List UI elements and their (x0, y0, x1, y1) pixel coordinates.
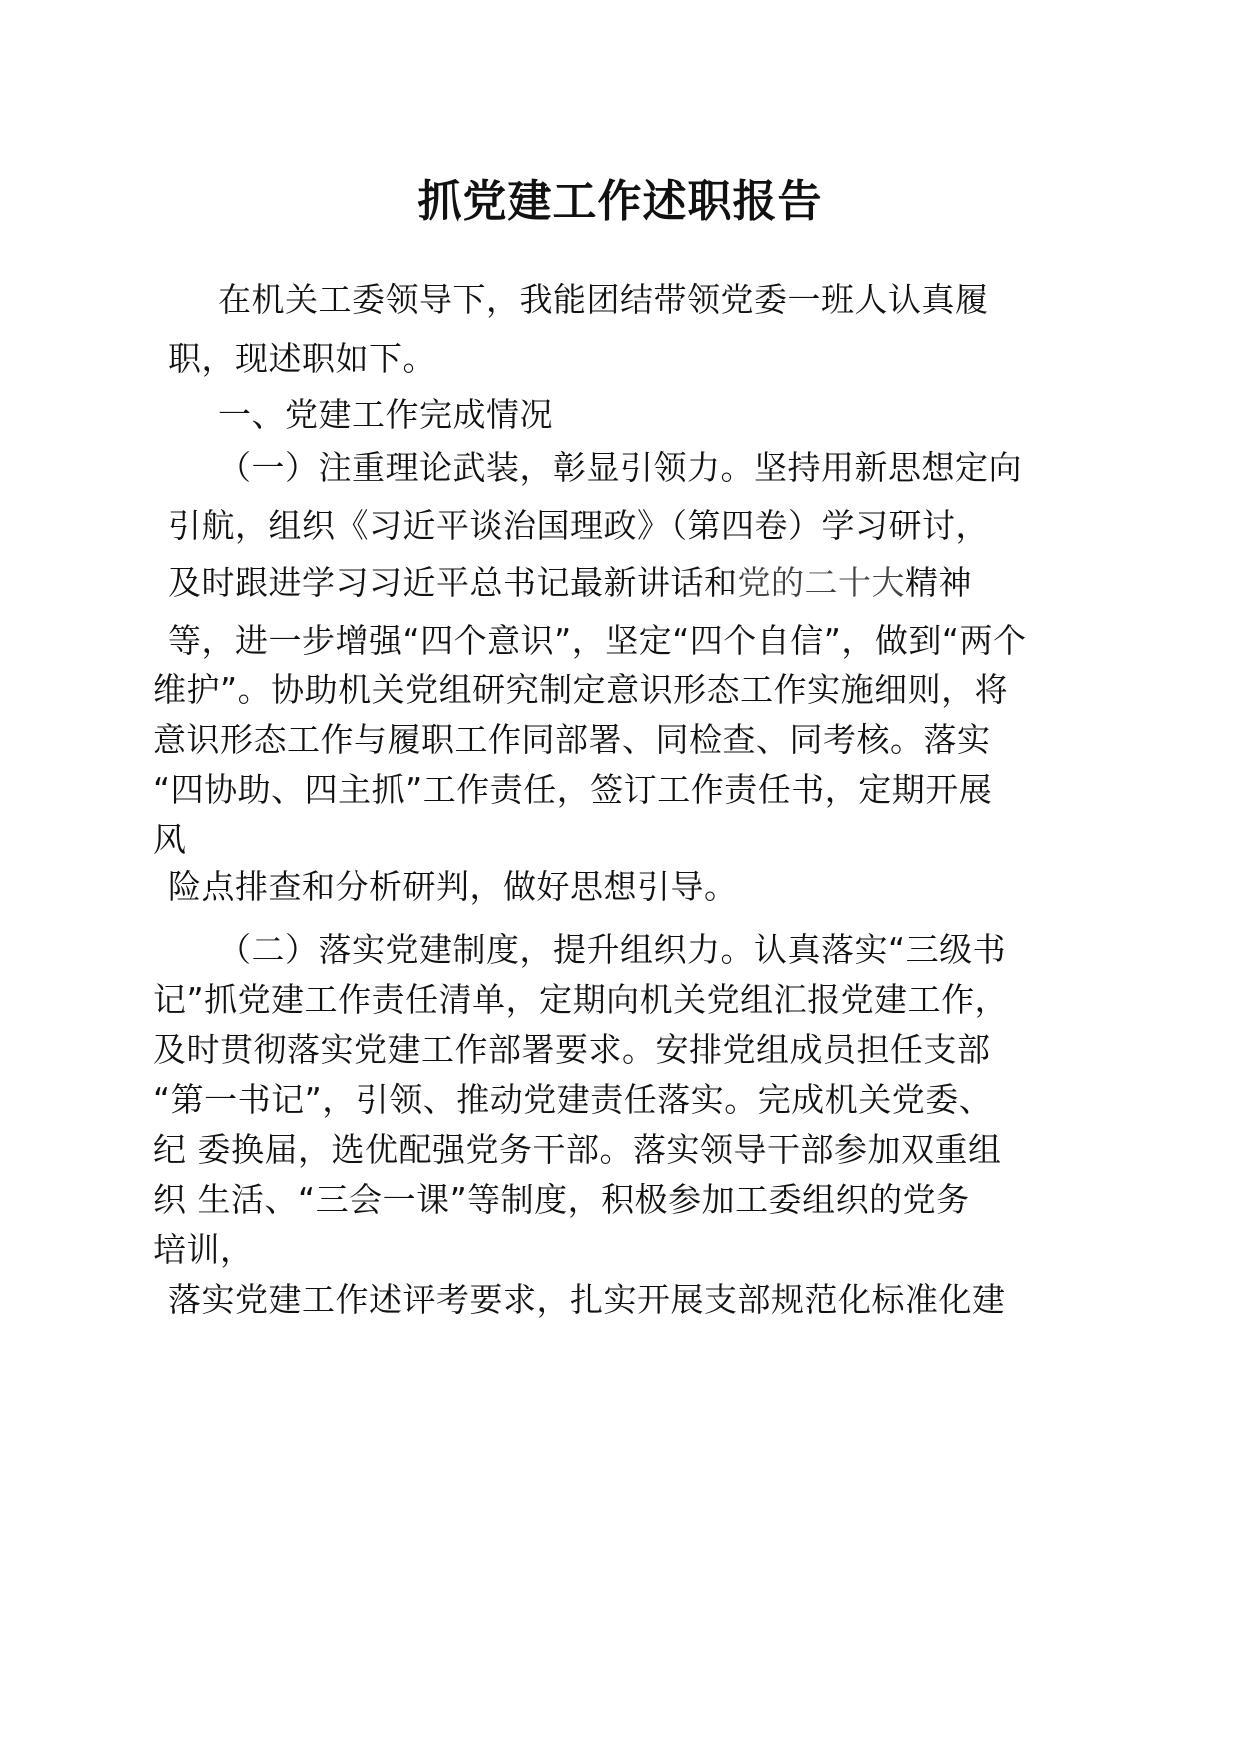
paragraph-line: （二）落实党建制度，提升组织力。认真落实“三级书 (218, 930, 1007, 969)
paragraph-line: 落实党建工作述评考要求，扎实开展支部规范化标准化建 (168, 1280, 1006, 1319)
paragraph-line: “四协助、四主抓”工作责任，签订工作责任书，定期开展 (153, 770, 993, 809)
paragraph-line: 职，现述职如下。 (168, 339, 436, 378)
paragraph-line: 等，进一步增强“四个意识”，坚定“四个自信”，做到“两个 (168, 621, 1027, 660)
section-heading: 一、党建工作完成情况 (218, 395, 553, 434)
line-segment: 精神 (905, 563, 972, 602)
paragraph-line: 维护”。协助机关党组研究制定意识形态工作实施细则，将 (153, 670, 1009, 709)
paragraph-line: 风 (153, 820, 187, 859)
paragraph-line: 引航，组织《习近平谈治国理政》（第四卷）学习研讨， (168, 506, 989, 545)
paragraph-line: 记”抓党建工作责任清单，定期向机关党组汇报党建工作， (153, 980, 1009, 1019)
line-segment-highlight: 党的二十大 (737, 563, 905, 602)
document-title: 抓党建工作述职报告 (417, 176, 823, 227)
paragraph-line: “第一书记”，引领、推动党建责任落实。完成机关党委、 (153, 1080, 993, 1119)
paragraph-line: （一）注重理论武装，彰显引领力。坚持用新思想定向 (218, 448, 1022, 487)
paragraph-line (168, 561, 972, 605)
paragraph-line: 纪 委换届，选优配强党务干部。落实领导干部参加双重组 (153, 1130, 1002, 1169)
paragraph-line: 险点排查和分析研判，做好思想引导。 (168, 867, 738, 906)
paragraph-line: 培训， (153, 1230, 254, 1269)
line-segment: 及时跟进学习习近平总书记最新讲话和 (168, 563, 738, 602)
paragraph-line: 在机关工委领导下，我能团结带领党委一班人认真履 (218, 280, 989, 319)
paragraph-line: 及时贯彻落实党建工作部署要求。安排党组成员担任支部 (153, 1030, 991, 1069)
paragraph-line: 织 生活、“三会一课”等制度，积极参加工委组织的党务 (153, 1180, 970, 1219)
paragraph-line: 意识形态工作与履职工作同部署、同检查、同考核。落实 (153, 720, 991, 759)
